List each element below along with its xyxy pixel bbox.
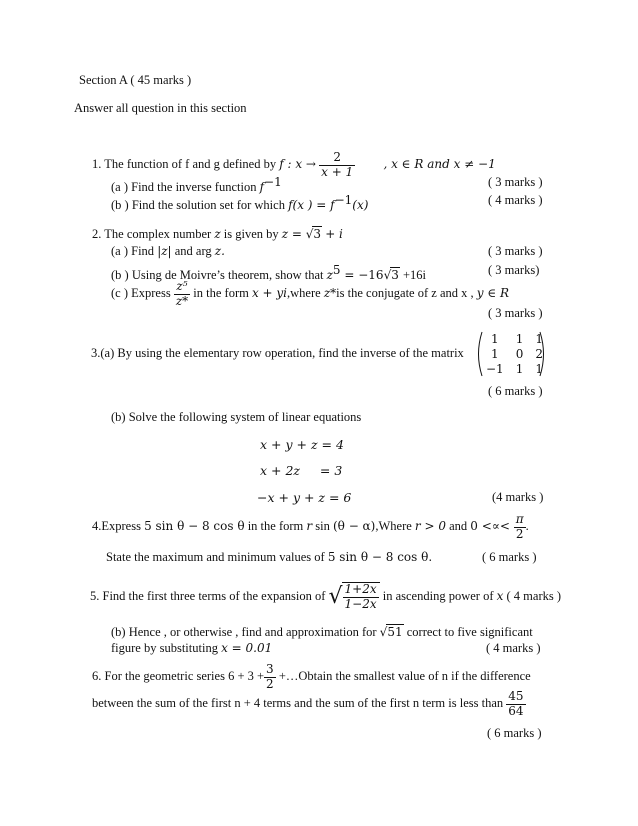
q2-eq-lhs: z = [281,227,306,241]
q6-text: 6. For the geometric series 6 + 3 + [92,669,265,684]
instruction: Answer all question in this section [74,101,247,115]
q1b-sup: −1 [334,193,353,207]
q3-eq1: x + y + z = 4 [260,437,344,452]
q1-part-b [111,193,368,213]
q4-mid: in the form [244,519,307,534]
m20: −1 [486,362,504,376]
q1a-marks: ( 3 marks ) [488,175,543,189]
q2c-m2: z* [323,286,337,301]
q4-and: and [445,519,471,534]
q2b-text: (b ) Using de Moivre’s theorem, show that [111,268,327,283]
q2a-m2: z. [214,244,225,258]
q2c-fraction [174,280,190,309]
q6-line2 [92,690,526,719]
q2c-tail: is the conjugate of z and x , [336,286,477,301]
q3-eq2: x + 2z = 3 [260,463,343,478]
q5b-tail: correct to five significant [403,625,533,639]
q1-frac-den: x + 1 [321,164,354,179]
q6-fraction [264,663,276,692]
q2c-num: z⁵ [174,280,190,295]
q6-lim-den: 64 [508,703,524,718]
q2a-m1: |z| [157,244,172,258]
q4-cond: r > 0 [414,519,446,534]
q4-form3: (θ − α) [332,519,376,534]
q1b-math: f(x ) = f [288,198,335,213]
q6-stem [92,663,531,692]
q2c-mid: in the form [190,286,252,301]
matrix-table [480,332,549,377]
q3b-marks: (4 marks ) [492,490,544,504]
q2-part-b: (b ) Using de Moivre’s theorem, show that $z^5 = -16√3 +16i$ [111,263,427,283]
q6-frac-den: 2 [266,676,274,691]
q1-frac-num: 2 [319,151,355,166]
q3-eq3: −x + y + z = 6 [257,490,352,505]
q5b-text: (b) Hence , or otherwise , find and approximation for [111,625,380,639]
q1a-text: (a ) Find the inverse function [111,180,260,195]
q2b-m: z [326,268,333,283]
q4-form2: sin [312,519,333,534]
q1a-math: f [259,180,265,195]
q2-text2: is given by [220,227,282,241]
q5-den: 1−2x [344,597,377,612]
q3a-marks: ( 6 marks ) [488,384,543,398]
q1-domain: , x ∈ R and x ≠ −1 [383,157,496,171]
q5-part-b: (b) Hence , or otherwise , find and approximation for √51 correct to five significant [111,625,533,639]
q2c-m: x + yi [251,286,288,301]
q6-text2: +…Obtain the smallest value of n if the difference [275,669,531,684]
q4-stem: 4.Express 5 sin θ − 8 cos θ in the form r sin (θ − α),Where r > 0 and 0 <∝< $\frac{\pi}{2}$ . [92,512,529,541]
q5b-line2 [111,641,272,656]
q5b-sqrt51: 51 [387,625,403,639]
q1-text: 1. The function of f and g defined by [92,157,280,171]
q4-cond2: 0 <∝< [470,519,514,534]
q4-line2-text: State the maximum and minimum values of [106,550,328,564]
q4-pi-fraction [514,513,526,542]
q5-marks: ( 4 marks ) [503,589,562,603]
q3-text: 3.(a) By using the elementary row operation, find the inverse of the matrix [91,346,464,360]
q3-matrix [474,330,548,378]
q4-pi-num: π [515,512,524,526]
q5-fraction [342,582,380,612]
q5-stem: 5. Find the first three terms of the expansion of √ $\frac{1+2x}{1-2x}$ in ascending power of x ( 4 marks ) [90,582,562,612]
q4-line2 [106,550,432,565]
m21: 1 [515,362,524,376]
q2-text: 2. The complex number [92,227,215,241]
q4-where: ,Where [375,519,415,534]
q2b-sup: 5 [332,263,341,277]
q1b-marks: ( 4 marks ) [488,193,543,207]
q1b-text: (b ) Find the solution set for which [111,198,289,213]
q2c-den: z* [175,293,189,308]
q6-frac-num: 3 [266,662,274,676]
q4-text: 4.Express [92,519,145,534]
m10: 1 [491,347,499,361]
q1b-tail: (x) [352,198,369,213]
q6-line2-text: between the sum of the first n + 4 terms and the sum of the first n term is less than [92,696,507,711]
q2c-marks: ( 3 marks ) [488,306,543,320]
q2-z: z [214,227,221,241]
q3-part-b: (b) Solve the following system of linear equations [111,410,362,424]
q6-lim-num: 45 [508,689,524,703]
m12: 2 [535,347,543,361]
q6-marks: ( 6 marks ) [487,726,542,740]
m00: 1 [491,332,499,346]
q2c-m3: y ∈ R [476,286,510,301]
q2b-eq: = −16 [340,268,384,283]
q2b-marks: ( 3 marks) [488,263,540,277]
q1-func: f : x → [279,157,316,171]
q1-fraction [319,151,355,180]
q5b-sub: x = 0.01 [221,641,273,655]
m01: 1 [515,332,524,346]
q2-part-c [111,280,509,309]
m11: 0 [515,347,524,361]
q4-line2-math: 5 sin θ − 8 cos θ. [327,550,433,564]
q5b-marks: ( 4 marks ) [486,641,541,655]
q2c-mid2: ,where [287,286,324,301]
q5b-line2-text: figure by substituting [111,641,222,655]
q2-part-a [111,244,225,259]
m02: 1 [535,332,543,346]
q4-marks: ( 6 marks ) [482,550,537,564]
q5-num: 1+2x [344,582,377,597]
q4-form: r [306,519,313,534]
q5-tail: in ascending power of [379,589,497,603]
q2c-text: (c ) Express [111,286,174,301]
q1a-sup: −1 [264,175,282,189]
q4-expr: 5 sin θ − 8 cos θ [144,519,245,534]
section-title: Section A ( 45 marks ) [79,73,192,87]
q2-sqrt3: 3 [313,227,322,241]
m22: 1 [535,362,543,376]
q2b-tail: +16i [399,268,427,283]
q2-stem: 2. The complex number z is given by z = √3 + i [92,227,343,241]
q2-eq-tail: + i [325,227,343,241]
q2a-mid: and arg [171,244,215,258]
q5-x: x [496,589,504,603]
q5-text: 5. Find the first three terms of the expansion of [90,589,329,603]
q2a-text: (a ) Find [111,244,158,258]
q4-pi-den: 2 [515,526,524,541]
q2b-sqrt: 3 [391,268,399,283]
q6-limit-fraction [506,690,525,719]
q2a-marks: ( 3 marks ) [488,244,543,258]
